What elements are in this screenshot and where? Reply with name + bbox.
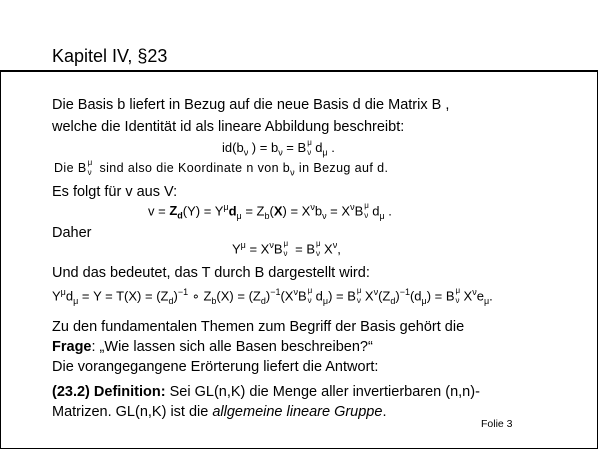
text-line-5: Es folgt für v aus V: [52,184,178,200]
text-line-daher: Daher [52,225,92,241]
formula-transformation: $Y^\mu d_\mu = Y = T(X) = (Z_d)^{-1}$ ∘ $Z_b(X) = (Z_d)^{-1}(X^\nu B$ μ ν $d_\mu) = B$ μ ν $X^\nu(Z_d)^{-1}(d_\mu) = B$ μ ν $X^\nu e_\mu$. [52,286,493,306]
formula-y: $Y^\mu = X^\nu B$ μ ν = B μ ν $X^\nu$, [232,239,341,259]
slide-number: Folie 3 [481,418,513,430]
formula-v: $v = Z_d(Y) = Y^\mu d_\mu = Z_b(X) = X^\nu b_\nu = X^\nu B$ μ ν $d_\mu$ . [148,201,392,221]
text-line-10: Die vorangegangene Erörterung liefert die Antwort: [52,359,379,375]
text-line-7: Und das bedeutet, das T durch B dargestellt wird: [52,265,370,281]
definition-line-1: (23.2) Definition: Sei GL(n,K) die Menge aller invertierbaren (n,n)- [52,384,480,400]
text-line-1: Die Basis b liefert in Bezug auf die neue Basis d die Matrix B , [52,97,450,113]
text-line-2: welche die Identität id als lineare Abbildung beschreibt: [52,119,405,135]
slide-title: Kapitel IV, §23 [52,46,168,66]
text-line-9: Frage: „Wie lassen sich alle Basen beschreiben?“ [52,339,373,355]
text-line-8: Zu den fundamentalen Themen zum Begriff der Basis gehört die [52,319,465,335]
definition-line-2: Matrizen. GL(n,K) ist die allgemeine lineare Gruppe. [52,404,387,420]
text-line-coordinates: Die B μ ν sind also die Koordinate n von $b_\nu$ in Bezug auf d. [54,158,389,178]
formula-identity: $id(b_\nu$ ) = $b_\nu = B$ μ ν $d_\mu$ . [222,138,335,158]
